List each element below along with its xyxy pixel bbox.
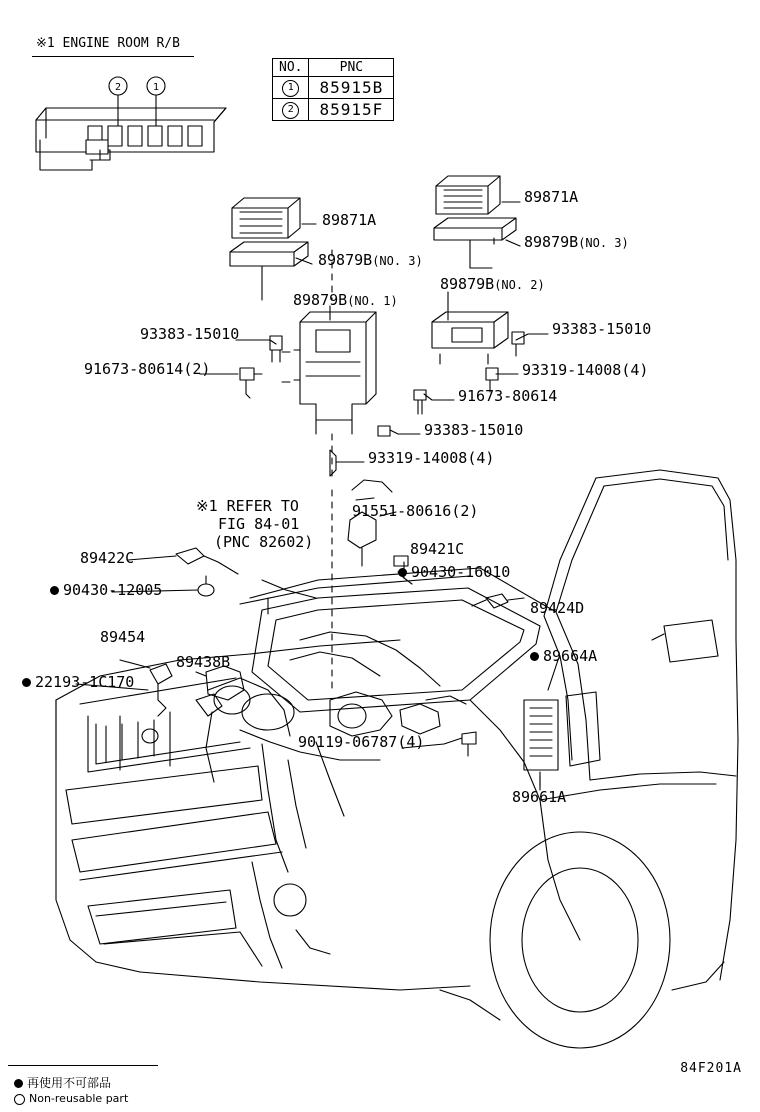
callout-89871a-left: 89871A	[322, 211, 377, 229]
row-pnc-cell: 85915F	[309, 99, 394, 121]
callout-89664a	[530, 647, 597, 665]
non-reusable-marker-icon	[398, 568, 407, 577]
row-pnc-cell: 85915B	[309, 77, 394, 99]
callout-89879b-no2	[440, 275, 545, 293]
drawing-code: 84F201A	[680, 1061, 742, 1076]
callout-93383-15010-left: 93383-15010	[140, 325, 240, 343]
legend-en-text: Non-reusable part	[29, 1092, 129, 1105]
callout-text: 89879B	[293, 291, 348, 309]
legend	[14, 1075, 128, 1106]
legend-jp-line	[14, 1075, 128, 1091]
callout-text: 90430-12005	[63, 581, 163, 599]
callout-text: 89879B	[440, 275, 495, 293]
non-reusable-marker-outline-icon	[14, 1094, 25, 1105]
callout-fig-84-01: FIG 84-01	[218, 515, 300, 533]
callout-pnc-82602: (PNC 82602)	[214, 533, 314, 551]
table-header-pnc: PNC	[309, 59, 394, 77]
non-reusable-marker-icon	[50, 586, 59, 595]
callout-suffix: (NO. 2)	[494, 278, 545, 292]
callout-91673-80614-2: 91673-80614(2)	[84, 360, 211, 378]
callout-22193-1c170	[22, 673, 134, 691]
engine-room-rb-note: ※1 ENGINE ROOM R/B	[36, 36, 180, 51]
callout-93383-15010-right: 93383-15010	[552, 320, 652, 338]
callout-89438b: 89438B	[176, 653, 231, 671]
callout-89879b-no3-right	[524, 233, 629, 251]
non-reusable-marker-icon	[14, 1079, 23, 1088]
callout-93383-15010-center: 93383-15010	[424, 421, 524, 439]
callout-90119-06787-4: 90119-06787(4)	[298, 733, 425, 751]
callout-text: 89879B	[318, 251, 373, 269]
callout-text: 90430-16010	[411, 563, 511, 581]
callout-suffix: (NO. 3)	[578, 236, 629, 250]
callout-89424d: 89424D	[530, 599, 585, 617]
callout-text: 89664A	[543, 647, 598, 665]
callout-89454: 89454	[100, 628, 146, 646]
non-reusable-marker-icon	[530, 652, 539, 661]
non-reusable-marker-icon	[22, 678, 31, 687]
callout-90430-16010	[398, 563, 510, 581]
callout-89879b-no3-left	[318, 251, 423, 269]
legend-en-line	[14, 1091, 128, 1106]
callout-90430-12005	[50, 581, 162, 599]
legend-divider	[8, 1065, 158, 1066]
callout-89871a-right: 89871A	[524, 188, 579, 206]
callout-89422c: 89422C	[80, 549, 135, 567]
callout-refer-to: ※1 REFER TO	[196, 497, 299, 515]
callout-91673-80614: 91673-80614	[458, 387, 558, 405]
callout-89661a: 89661A	[512, 788, 567, 806]
table-header-no: NO.	[273, 59, 309, 77]
legend-jp-text: 再使用不可部品	[27, 1076, 112, 1090]
callout-text: 22193-1C170	[35, 673, 135, 691]
callout-suffix: (NO. 1)	[347, 294, 398, 308]
callout-93319-14008-4-right: 93319-14008(4)	[522, 361, 649, 379]
balloon-2: 2	[282, 102, 299, 119]
svg-text:2: 2	[114, 82, 122, 93]
svg-text:1: 1	[152, 82, 160, 93]
balloon-1: 1	[282, 80, 299, 97]
callout-89879b-no1	[293, 291, 398, 309]
callout-suffix: (NO. 3)	[372, 254, 423, 268]
callout-text: 89879B	[524, 233, 579, 251]
callout-93319-14008-4-center: 93319-14008(4)	[368, 449, 495, 467]
callout-89421c: 89421C	[410, 540, 465, 558]
callout-91551-80616-2: 91551-80616(2)	[352, 502, 479, 520]
